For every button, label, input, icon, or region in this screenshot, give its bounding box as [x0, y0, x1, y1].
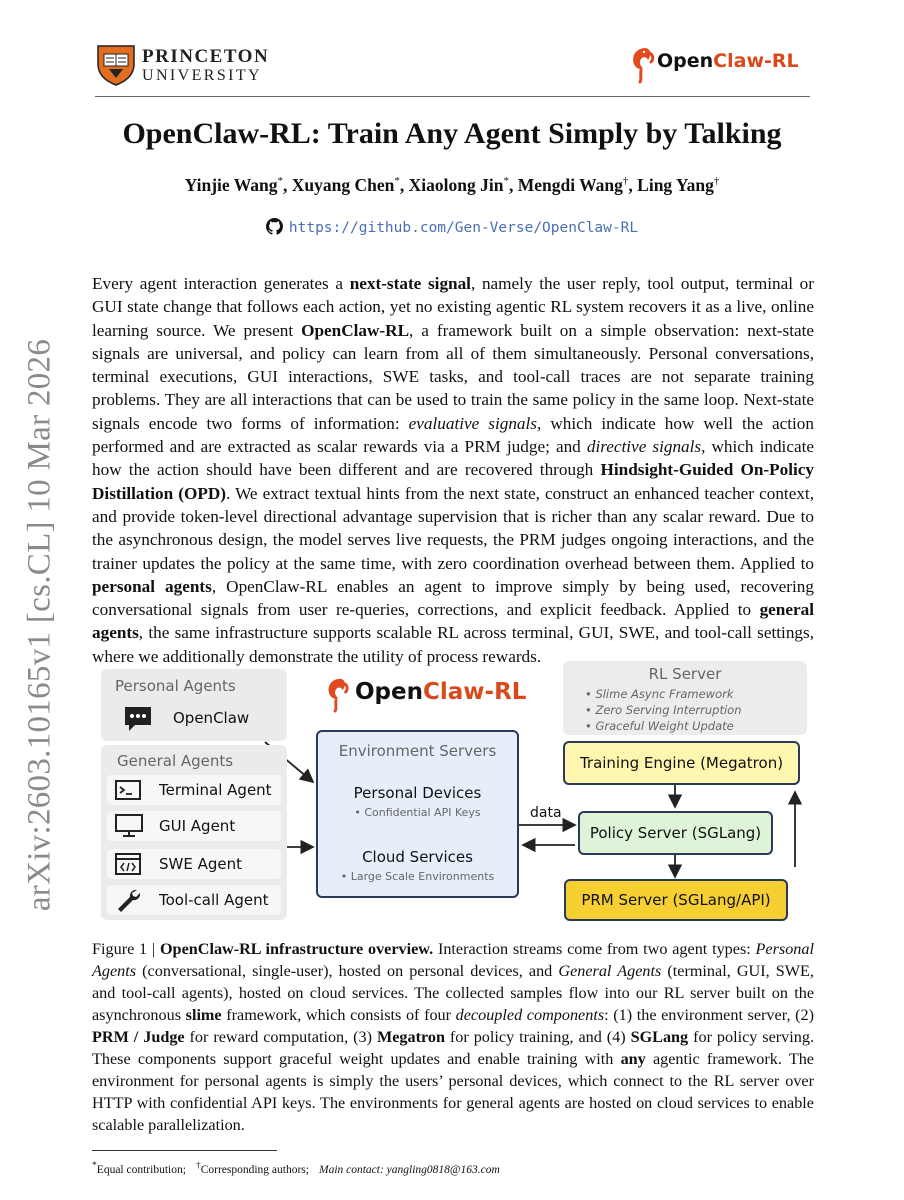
chat-bubble-icon: [123, 705, 153, 733]
abstract-run: Every agent interaction generates a: [92, 274, 350, 293]
author-name: Xuyang Chen: [291, 175, 395, 195]
corr-mark: †: [195, 1160, 201, 1171]
figure-logo-claw: Claw-RL: [423, 679, 527, 705]
figure-logo-open: Open: [355, 679, 423, 705]
code-window-icon: [115, 853, 141, 875]
author-name: Xiaolong Jin: [408, 175, 504, 195]
caption-run: Interaction streams come from two agent types:: [433, 940, 756, 958]
author-mark: *: [503, 175, 509, 188]
caption-run: slime: [185, 1006, 222, 1024]
arxiv-id: arXiv:2603.10165v1 [cs.CL] 10 Mar 2026: [21, 338, 58, 912]
swe-agent-label: SWE Agent: [159, 855, 242, 873]
caption-run: SGLang: [630, 1028, 689, 1046]
equal-mark: *: [92, 1160, 97, 1171]
equal-contribution-note: Equal contribution;: [96, 1163, 186, 1176]
abstract-run: next-state signal: [349, 274, 471, 293]
gui-agent-card: [107, 811, 281, 841]
caption-run: any: [620, 1050, 646, 1068]
wrench-icon: [115, 887, 141, 913]
environment-servers-title: Environment Servers: [338, 742, 497, 760]
training-engine-label: Training Engine (Megatron): [579, 754, 784, 772]
rl-bullet-3: • Graceful Weight Update: [585, 719, 734, 733]
abstract-run: general agents: [92, 600, 814, 643]
abstract-run: personal agents: [92, 576, 212, 596]
personal-agents-title: Personal Agents: [115, 677, 236, 695]
general-agents-panel: [101, 745, 287, 920]
personal-agents-panel: [101, 669, 287, 741]
personal-devices-label: Personal Devices: [353, 784, 482, 802]
swe-agent-card: [107, 849, 281, 879]
abstract: [92, 272, 814, 668]
rl-bullet-1: • Slime Async Framework: [585, 687, 734, 701]
caption-run: PRM / Judge: [92, 1028, 185, 1046]
openclaw-claw-icon: [628, 44, 656, 84]
monitor-icon: [115, 814, 143, 838]
university-wordmark: [142, 47, 269, 86]
tool-call-agent-card: [107, 885, 281, 915]
policy-server-label: Policy Server (SGLang): [589, 824, 762, 842]
general-agents-title: General Agents: [117, 752, 234, 770]
terminal-icon: [115, 780, 141, 800]
abstract-run: directive signals: [586, 437, 702, 457]
caption-run: General Agents: [558, 962, 662, 980]
github-icon: [266, 218, 283, 235]
abstract-run: evaluative signals: [408, 413, 537, 433]
main-contact: Main contact: yangling0818@163.com: [318, 1163, 500, 1176]
footnote: [92, 1160, 500, 1176]
author-mark: *: [277, 175, 284, 188]
author-list: Yinjie Wang*, Xuyang Chen*, Xiaolong Jin*, Mengdi Wang†, Ling Yang†: [184, 175, 720, 195]
author-mark: †: [622, 175, 629, 188]
figure-wordmark: [355, 679, 526, 705]
caption-run: for policy training, and (4): [444, 1028, 631, 1046]
personal-devices-sub: • Confidential API Keys: [354, 806, 481, 819]
logo-open: Open: [657, 50, 714, 72]
abstract-run: , namely the user reply, tool output, terminal or GUI state change that follows each action, yet no existing agentic RL system recovers it as a live, online learning source. We present: [92, 274, 815, 340]
cloud-services-sub: • Large Scale Environments: [340, 870, 495, 883]
terminal-agent-card: [107, 775, 281, 805]
abstract-run: , which indicate how the action should have been different and are recovered through: [92, 437, 814, 480]
university-line2: UNIVERSITY: [142, 67, 262, 84]
policy-server-box: [578, 811, 773, 855]
gui-agent-label: GUI Agent: [159, 817, 236, 835]
figure-caption: [92, 938, 814, 1136]
abstract-run: , the same infrastructure supports scalable RL across terminal, GUI, SWE, and tool-call settings, where we additionally demonstrate the utility of process rewards.: [92, 623, 814, 666]
terminal-agent-label: Terminal Agent: [159, 781, 272, 799]
author-name: Mengdi Wang: [517, 175, 623, 195]
author-name: Ling Yang: [637, 175, 714, 195]
abstract-run: . We extract textual hints from the next state, construct an enhanced teacher context, and provide token-level directional advantage supervision that is richer than any scalar reward. Due to the asynchronous design, the model serves live requests, the PRM judges ongoing interactions, and the trainer updates the policy at the same time, with zero coordination overhead between them. Applied to: [92, 483, 814, 573]
caption-run: Figure 1 |: [92, 940, 160, 958]
caption-run: decoupled components: [455, 1006, 605, 1024]
author-mark: *: [394, 175, 400, 188]
github-url[interactable]: https://github.com/Gen-Verse/OpenClaw-RL: [288, 220, 639, 236]
prm-server-label: PRM Server (SGLang/API): [581, 891, 771, 909]
caption-run: (conversational, single-user), hosted on personal devices, and: [136, 962, 559, 980]
openclaw-wordmark: [657, 50, 799, 72]
header-rule: [95, 96, 810, 97]
cloud-services-label: Cloud Services: [362, 848, 473, 866]
tool-call-agent-label: Tool-call Agent: [159, 891, 269, 909]
abstract-run: , OpenClaw-RL enables an agent to improve simply by being used, recovering conversational signals from user re-queries, corrections, and explicit feedback. Applied to: [92, 576, 814, 620]
caption-run: : (1) the environment server, (2): [604, 1006, 814, 1024]
data-flow-label: data: [530, 805, 562, 821]
abstract-run: , which indicate how well the action performed and are extracted as scalar rewards via a PRM judge; and: [92, 413, 814, 457]
footnote-rule: [92, 1150, 277, 1151]
rl-server-title: RL Server: [648, 665, 722, 683]
github-link[interactable]: [0, 218, 904, 236]
logo-claw: Claw-RL: [713, 50, 799, 72]
caption-run: for reward computation, (3): [184, 1028, 377, 1046]
environment-servers-box: [316, 730, 519, 898]
caption-run: Personal Agents: [92, 940, 814, 980]
abstract-run: , a framework built on a simple observation: next-state signals are universal, and policy can learn from all of them simultaneously. Personal conversations, terminal executions, GUI interactions, SWE tasks, and tool-call traces are not separate training problems. They are all interactions that can be used to train the same policy in the same loop. Next-state signals encode two forms of information:: [92, 320, 815, 433]
abstract-run: Hindsight-Guided On-Policy Distillation (OPD): [92, 460, 815, 503]
rl-server-panel: [563, 661, 807, 735]
author-name: Yinjie Wang: [184, 175, 278, 195]
training-engine-box: [563, 741, 800, 785]
caption-run: for policy serving. These components support graceful weight updates and enable training with: [92, 1028, 814, 1068]
paper-title: OpenClaw-RL: Train Any Agent Simply by Talking: [122, 117, 782, 150]
caption-run: agentic framework. The environment for personal agents is simply the users’ personal devices, which connect to the RL server over HTTP with confidential API keys. The environments for general agents are hosted on cloud services to enable scalable parallelization.: [92, 1050, 814, 1134]
corresponding-note: Corresponding authors;: [200, 1163, 309, 1176]
abstract-run: OpenClaw-RL: [301, 320, 410, 340]
princeton-shield-logo: [96, 44, 136, 86]
caption-run: framework, which consists of four: [221, 1006, 456, 1024]
author-mark: †: [713, 175, 720, 188]
prm-server-box: [564, 879, 788, 921]
arxiv-stamp: [20, 338, 60, 912]
caption-run: Megatron: [376, 1028, 445, 1046]
figure-claw-icon: [323, 675, 351, 713]
university-line1: PRINCETON: [142, 46, 270, 67]
caption-run: OpenClaw-RL infrastructure overview.: [159, 940, 434, 958]
openclaw-agent-label: OpenClaw: [173, 709, 250, 727]
caption-run: (terminal, GUI, SWE, and tool-call agents), hosted on cloud services. The collected samples flow into our RL server built on the asynchronous: [92, 962, 814, 1024]
rl-bullet-2: • Zero Serving Interruption: [585, 703, 742, 717]
figure-1-diagram: [97, 657, 809, 925]
